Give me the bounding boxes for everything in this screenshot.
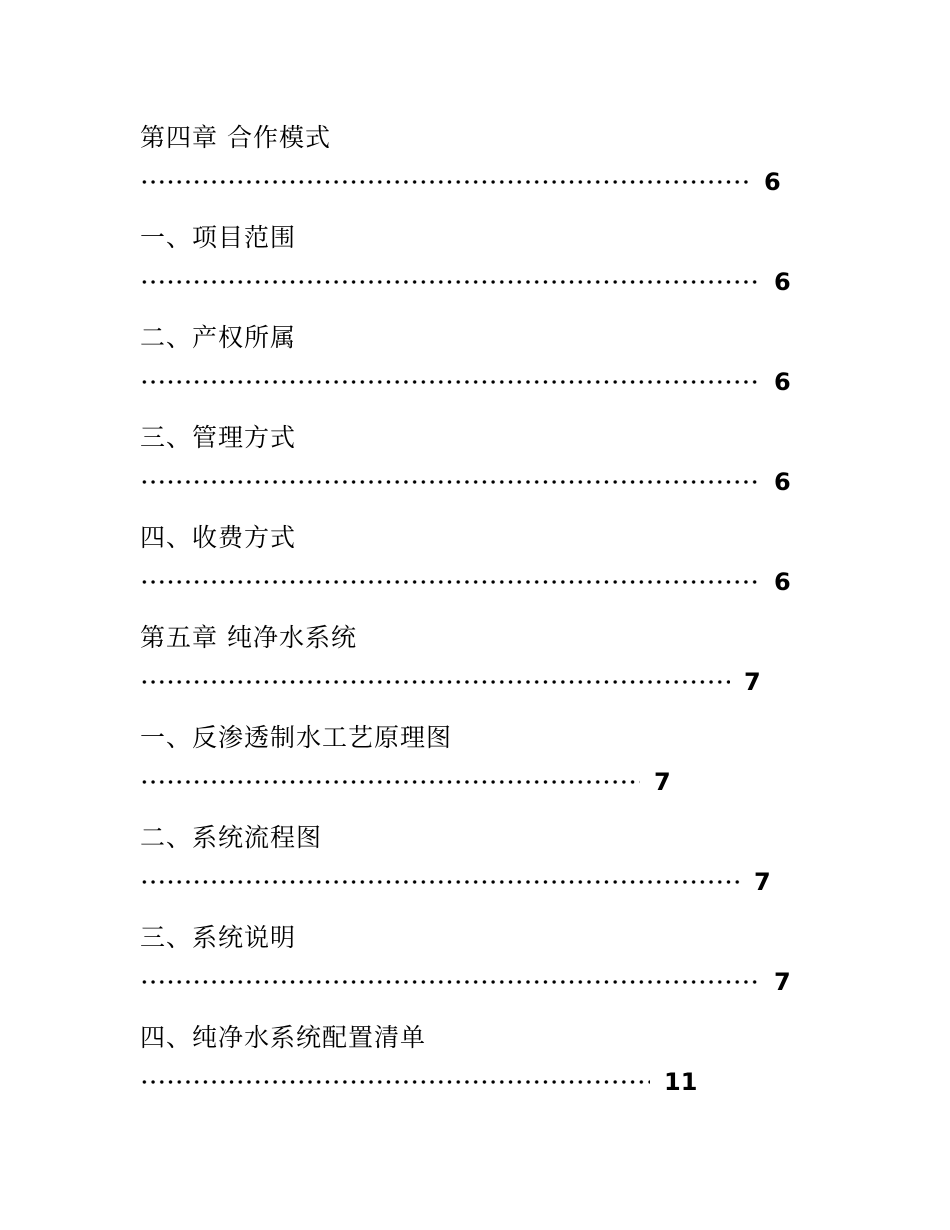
toc-page-number: 7: [774, 968, 791, 996]
dot-leader: [140, 979, 760, 985]
toc-entry-title: 第四章 合作模式: [140, 123, 331, 152]
toc-page-number: 6: [764, 168, 781, 196]
toc-page-number: 11: [664, 1068, 698, 1096]
toc-entry[interactable]: [140, 1018, 820, 1118]
toc-page-number: 6: [774, 468, 791, 496]
toc-entry[interactable]: [140, 718, 820, 818]
toc-entry-title: 一、反渗透制水工艺原理图: [140, 723, 453, 752]
dot-leader: [140, 379, 760, 385]
toc-leader-row: [140, 562, 791, 602]
toc-entry-title: 三、管理方式: [140, 423, 297, 452]
dot-leader: [140, 279, 760, 285]
dot-leader: [140, 1079, 650, 1085]
toc-leader-row: [140, 362, 791, 402]
toc-entry[interactable]: [140, 918, 820, 1018]
toc-leader-row: [140, 162, 781, 202]
toc-entry-title: 第五章 纯净水系统: [140, 623, 357, 652]
toc-page-number: 7: [654, 768, 671, 796]
dot-leader: [140, 679, 730, 685]
toc-entry[interactable]: [140, 118, 820, 218]
toc-entry-title: 四、收费方式: [140, 523, 297, 552]
dot-leader: [140, 179, 750, 185]
toc-entry[interactable]: [140, 318, 820, 418]
toc-leader-row: [140, 662, 761, 702]
toc-page-number: 6: [774, 368, 791, 396]
toc-entry-title: 三、系统说明: [140, 923, 297, 952]
toc-entry[interactable]: [140, 618, 820, 718]
dot-leader: [140, 579, 760, 585]
dot-leader: [140, 479, 760, 485]
dot-leader: [140, 879, 740, 885]
toc-leader-row: [140, 962, 791, 1002]
toc-leader-row: [140, 762, 671, 802]
toc-entry[interactable]: [140, 218, 820, 318]
toc-leader-row: [140, 862, 771, 902]
toc-entry[interactable]: [140, 518, 820, 618]
toc-page-number: 6: [774, 268, 791, 296]
toc-entry-title: 二、产权所属: [140, 323, 297, 352]
toc-page-number: 7: [744, 668, 761, 696]
toc-leader-row: [140, 1062, 697, 1102]
toc-entry[interactable]: [140, 418, 820, 518]
toc-entry-title: 二、系统流程图: [140, 823, 323, 852]
toc-entry-title: 一、项目范围: [140, 223, 297, 252]
toc-page-number: 7: [754, 868, 771, 896]
toc-leader-row: [140, 262, 791, 302]
table-of-contents: [140, 118, 820, 1118]
dot-leader: [140, 779, 640, 785]
toc-entry-title: 四、纯净水系统配置清单: [140, 1023, 427, 1052]
toc-leader-row: [140, 462, 791, 502]
toc-page-number: 6: [774, 568, 791, 596]
toc-entry[interactable]: [140, 818, 820, 918]
